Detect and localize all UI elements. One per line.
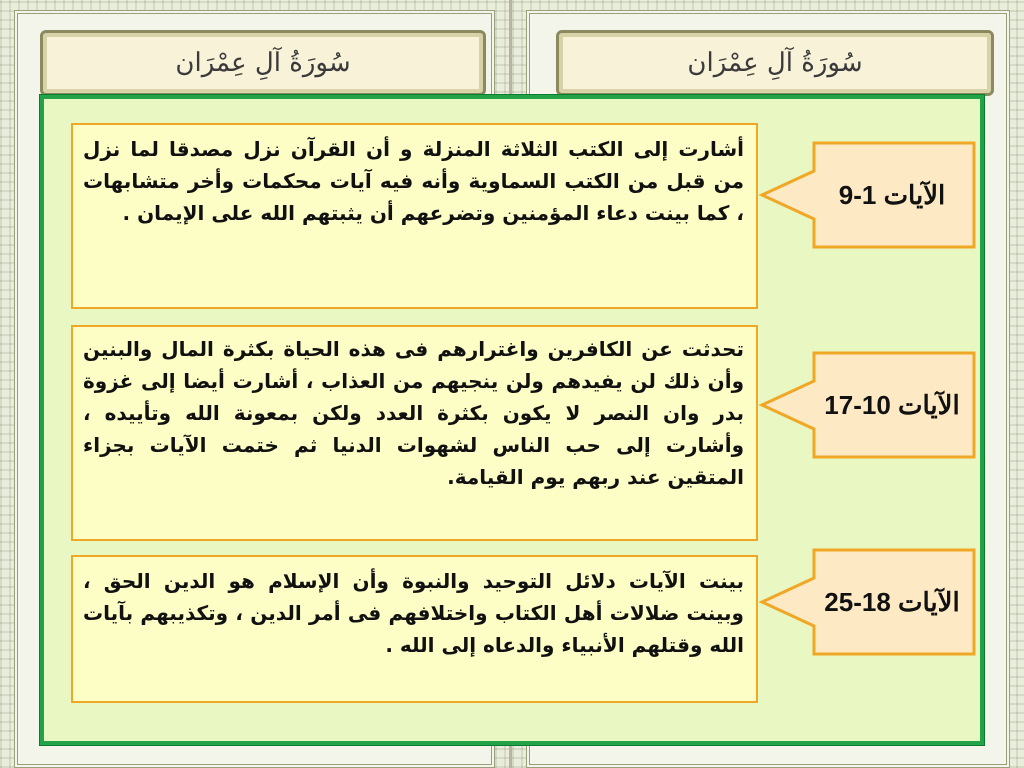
range-label-2: الآيات 10-17 xyxy=(824,389,960,420)
range-label-1: الآيات 1-9 xyxy=(838,179,946,210)
section-description-2 xyxy=(71,325,758,541)
surah-title-banner-right xyxy=(556,30,994,96)
surah-title-banner-left xyxy=(40,30,486,96)
section-text-3: بينت الآيات دلائل التوحيد والنبوة وأن الإسلام هو الدين الحق ، وبينت ضلالات أهل الكتاب واختلافهم فى أمر الدين ، وتكذيبهم بآيات الله وقتلهم الأنبياء والدعاه إلى الله . xyxy=(83,569,744,657)
section-text-1: أشارت إلى الكتب الثلاثة المنزلة و أن القرآن نزل مصدقا لما نزل من قبل من الكتب السماوية وأنه فيه آيات محكمات وأخر متشابهات ، كما بينت دعاء المؤمنين وتضرعهم أن يثبتهم الله على الإيمان . xyxy=(83,137,744,225)
section-text-2: تحدثت عن الكافرين واغترارهم فى هذه الحياة بكثرة المال والبنين وأن ذلك لن يفيدهم ولن ينجيهم من العذاب ، أشارت أيضا إلى غزوة بدر وان النصر لا يكون بكثرة العدد ولكن بمعونة الله وتأييده ، وأشارت إلى حب الناس لشهوات الدنيا ثم ختمت الآيات بجزاء المتقين عند ربهم يوم القيامة. xyxy=(83,337,744,489)
surah-title-right: سُورَةُ آلِ عِمْرَان xyxy=(687,48,863,78)
range-arrow-3 xyxy=(756,548,980,656)
range-label-3: الآيات 18-25 xyxy=(824,586,960,617)
range-arrow-2 xyxy=(756,351,980,459)
section-description-1 xyxy=(71,123,758,309)
content-frame xyxy=(40,95,984,745)
range-arrow-1 xyxy=(756,141,980,249)
section-description-3 xyxy=(71,555,758,703)
surah-title-left: سُورَةُ آلِ عِمْرَان xyxy=(175,48,351,78)
